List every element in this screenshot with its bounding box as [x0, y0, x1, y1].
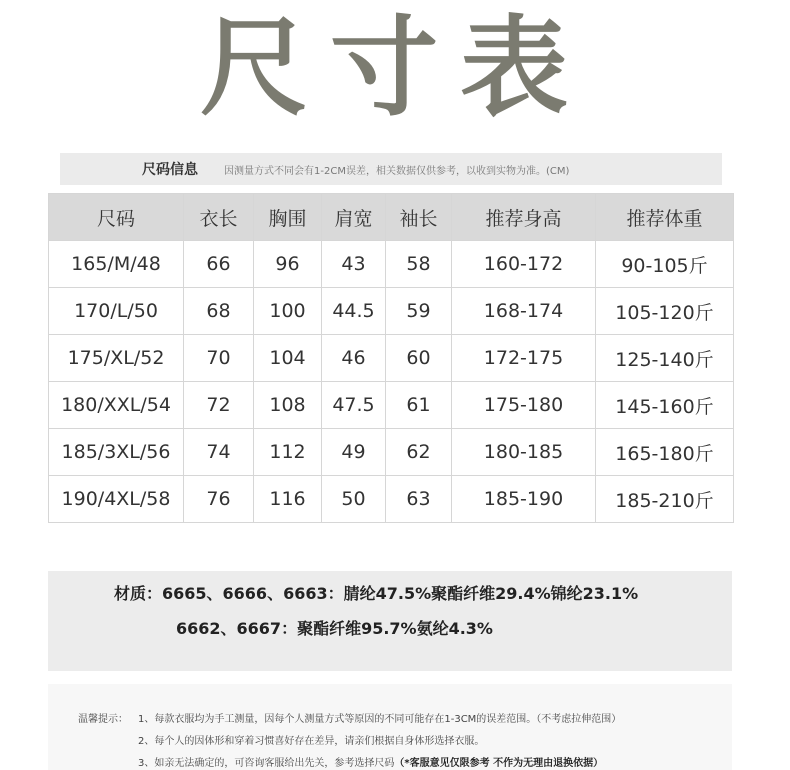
- table-cell: 175/XL/52: [49, 335, 184, 382]
- table-cell: 60: [386, 335, 452, 382]
- table-cell: 44.5: [322, 288, 386, 335]
- table-cell: 190/4XL/58: [49, 476, 184, 523]
- table-cell: 50: [322, 476, 386, 523]
- table-cell: 61: [386, 382, 452, 429]
- table-row: [49, 382, 734, 429]
- table-cell: 170/L/50: [49, 288, 184, 335]
- table-cell: 47.5: [322, 382, 386, 429]
- tip-3-disclaimer: （*客服意见仅限参考 不作为无理由退换依据）: [394, 758, 604, 769]
- material-line-1: 材质：6665、6666、6663：腈纶47.5%聚酯纤维29.4%锦纶23.1%: [114, 584, 639, 603]
- table-cell: 62: [386, 429, 452, 476]
- table-cell: 58: [386, 241, 452, 288]
- size-table: [48, 193, 734, 523]
- table-cell: 185/3XL/56: [49, 429, 184, 476]
- header-sleeve: 袖长: [386, 194, 452, 241]
- material-line-2: 6662、6667：聚酯纤维95.7%氨纶4.3%: [176, 619, 493, 638]
- table-cell: 100: [254, 288, 322, 335]
- tip-1: 1、每款衣服均为手工测量，因每个人测量方式等原因的不同可能存在1-3CM的误差范围。（不考虑拉伸范围）: [138, 714, 622, 725]
- table-row: [49, 429, 734, 476]
- size-info-note: 因测量方式不同会有1-2CM误差，相关数据仅供参考，以收到实物为准。(CM): [224, 165, 570, 177]
- size-info-bar: [60, 153, 722, 185]
- table-cell: 160-172: [452, 241, 596, 288]
- tips-label: 温馨提示：: [78, 714, 128, 725]
- header-length: 衣长: [184, 194, 254, 241]
- table-row: [49, 288, 734, 335]
- table-cell: 185-210斤: [596, 476, 734, 523]
- table-cell: 165/M/48: [49, 241, 184, 288]
- table-cell: 59: [386, 288, 452, 335]
- table-cell: 63: [386, 476, 452, 523]
- table-cell: 104: [254, 335, 322, 382]
- table-cell: 145-160斤: [596, 382, 734, 429]
- table-cell: 68: [184, 288, 254, 335]
- table-cell: 172-175: [452, 335, 596, 382]
- tip-2: 2、每个人的因体形和穿着习惯喜好存在差异，请亲们根据自身体形选择衣服。: [138, 736, 485, 747]
- table-cell: 43: [322, 241, 386, 288]
- table-cell: 90-105斤: [596, 241, 734, 288]
- table-cell: 76: [184, 476, 254, 523]
- material-panel: [48, 571, 732, 671]
- table-cell: 116: [254, 476, 322, 523]
- tips-panel: [48, 684, 732, 770]
- page-title: 尺寸表: [199, 6, 590, 131]
- table-cell: 74: [184, 429, 254, 476]
- tip-3-text: 3、如亲无法确定的，可咨询客服给出先关，参考选择尺码: [138, 758, 395, 769]
- table-cell: 108: [254, 382, 322, 429]
- tip-3: [138, 754, 603, 769]
- header-weight: 推荐体重: [596, 194, 734, 241]
- table-cell: 112: [254, 429, 322, 476]
- table-cell: 175-180: [452, 382, 596, 429]
- table-cell: 180-185: [452, 429, 596, 476]
- table-cell: 70: [184, 335, 254, 382]
- table-cell: 185-190: [452, 476, 596, 523]
- table-cell: 105-120斤: [596, 288, 734, 335]
- table-cell: 72: [184, 382, 254, 429]
- table-row: [49, 335, 734, 382]
- header-chest: 胸围: [254, 194, 322, 241]
- header-shoulder: 肩宽: [322, 194, 386, 241]
- table-cell: 66: [184, 241, 254, 288]
- table-cell: 165-180斤: [596, 429, 734, 476]
- table-cell: 49: [322, 429, 386, 476]
- table-row: [49, 241, 734, 288]
- header-height: 推荐身高: [452, 194, 596, 241]
- size-info-label: 尺码信息: [142, 162, 198, 178]
- header-size: 尺码: [49, 194, 184, 241]
- table-header-row: [49, 194, 734, 241]
- table-cell: 46: [322, 335, 386, 382]
- table-cell: 168-174: [452, 288, 596, 335]
- table-cell: 180/XXL/54: [49, 382, 184, 429]
- table-cell: 125-140斤: [596, 335, 734, 382]
- table-row: [49, 476, 734, 523]
- table-cell: 96: [254, 241, 322, 288]
